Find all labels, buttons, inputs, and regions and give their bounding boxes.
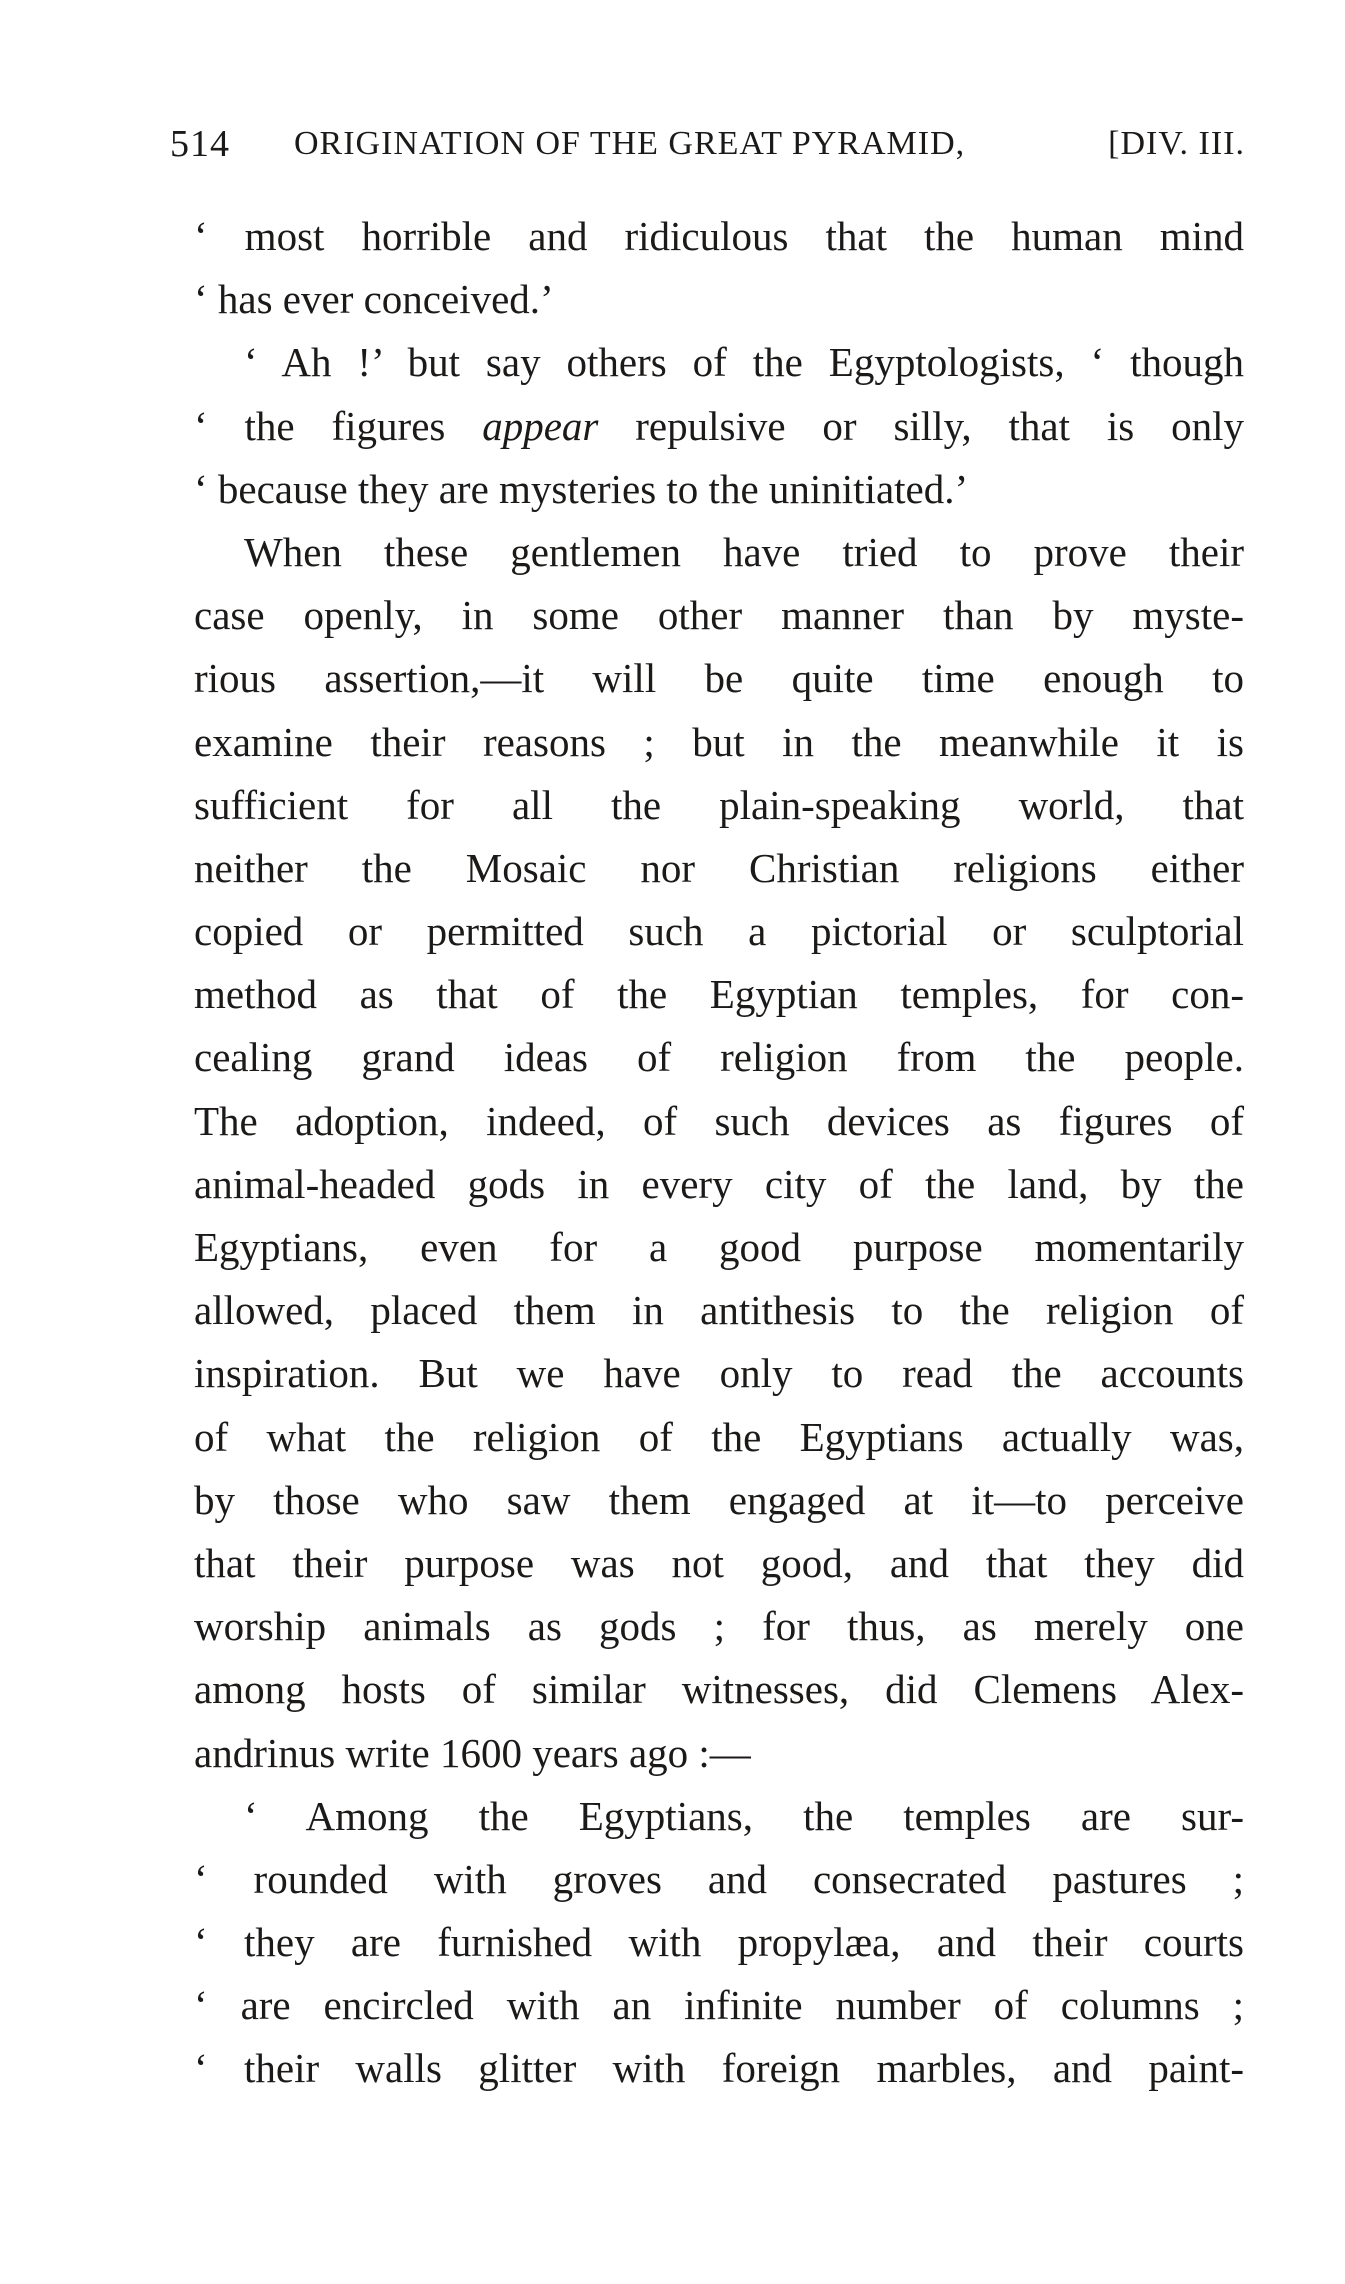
- text-line: ‘ rounded with groves and consecrated pastures ;: [194, 1855, 1244, 1902]
- text-line: case openly, in some other manner than by myste-: [194, 592, 1244, 639]
- text-line: ‘ Ah !’ but say others of the Egyptologists, ‘ though: [244, 339, 1244, 386]
- text-line: ‘ has ever conceived.’: [194, 276, 554, 323]
- text-line: andrinus write 1600 years ago :—: [194, 1729, 751, 1776]
- text-line: method as that of the Egyptian temples, for con-: [194, 971, 1244, 1018]
- text-line: inspiration. But we have only to read the accounts: [194, 1350, 1244, 1397]
- text-line: [194, 395, 1244, 458]
- text-line: copied or permitted such a pictorial or sculptorial: [194, 908, 1244, 955]
- text-line: by those who saw them engaged at it—to perceive: [194, 1476, 1244, 1523]
- text-line: When these gentlemen have tried to prove their: [244, 528, 1244, 575]
- text-line: worship animals as gods ; for thus, as merely one: [194, 1603, 1244, 1650]
- running-head-division: [DIV. III.: [1108, 125, 1245, 162]
- text-run: repulsive or silly, that is only: [598, 402, 1244, 449]
- text-line: ‘ they are furnished with propylæa, and their courts: [194, 1919, 1244, 1966]
- text-line: of what the religion of the Egyptians actually was,: [194, 1413, 1244, 1460]
- text-line: Egyptians, even for a good purpose momentarily: [194, 1224, 1244, 1270]
- text-line: animal-headed gods in every city of the land, by the: [194, 1160, 1244, 1207]
- text-line: The adoption, indeed, of such devices as figures of: [194, 1097, 1244, 1144]
- text-line: examine their reasons ; but in the meanwhile it is: [194, 718, 1244, 765]
- text-line: ‘ are encircled with an infinite number of columns ;: [194, 1982, 1244, 2029]
- text-line: ‘ because they are mysteries to the uninitiated.’: [194, 465, 969, 512]
- text-line: that their purpose was not good, and that they did: [194, 1539, 1244, 1586]
- page-number: 514: [170, 123, 230, 165]
- text-line: neither the Mosaic nor Christian religions either: [194, 844, 1244, 891]
- emphasis-text: appear: [482, 402, 599, 449]
- text-line: rious assertion,—it will be quite time enough to: [194, 655, 1244, 702]
- text-line: ‘ their walls glitter with foreign marbles, and paint-: [194, 2045, 1244, 2092]
- text-run: ‘ the figures: [194, 402, 483, 449]
- text-line: among hosts of similar witnesses, did Clemens Alex-: [194, 1666, 1244, 1713]
- running-head-title: ORIGINATION OF THE GREAT PYRAMID,: [294, 125, 966, 162]
- body-text: [194, 205, 1244, 2101]
- text-line: ‘ Among the Egyptians, the temples are sur-: [244, 1792, 1244, 1839]
- text-line: cealing grand ideas of religion from the people.: [194, 1034, 1244, 1081]
- running-head: [170, 122, 1245, 174]
- text-line: allowed, placed them in antithesis to the religion of: [194, 1287, 1244, 1334]
- text-line: sufficient for all the plain-speaking world, that: [194, 781, 1244, 828]
- text-line: ‘ most horrible and ridiculous that the human mind: [194, 213, 1244, 259]
